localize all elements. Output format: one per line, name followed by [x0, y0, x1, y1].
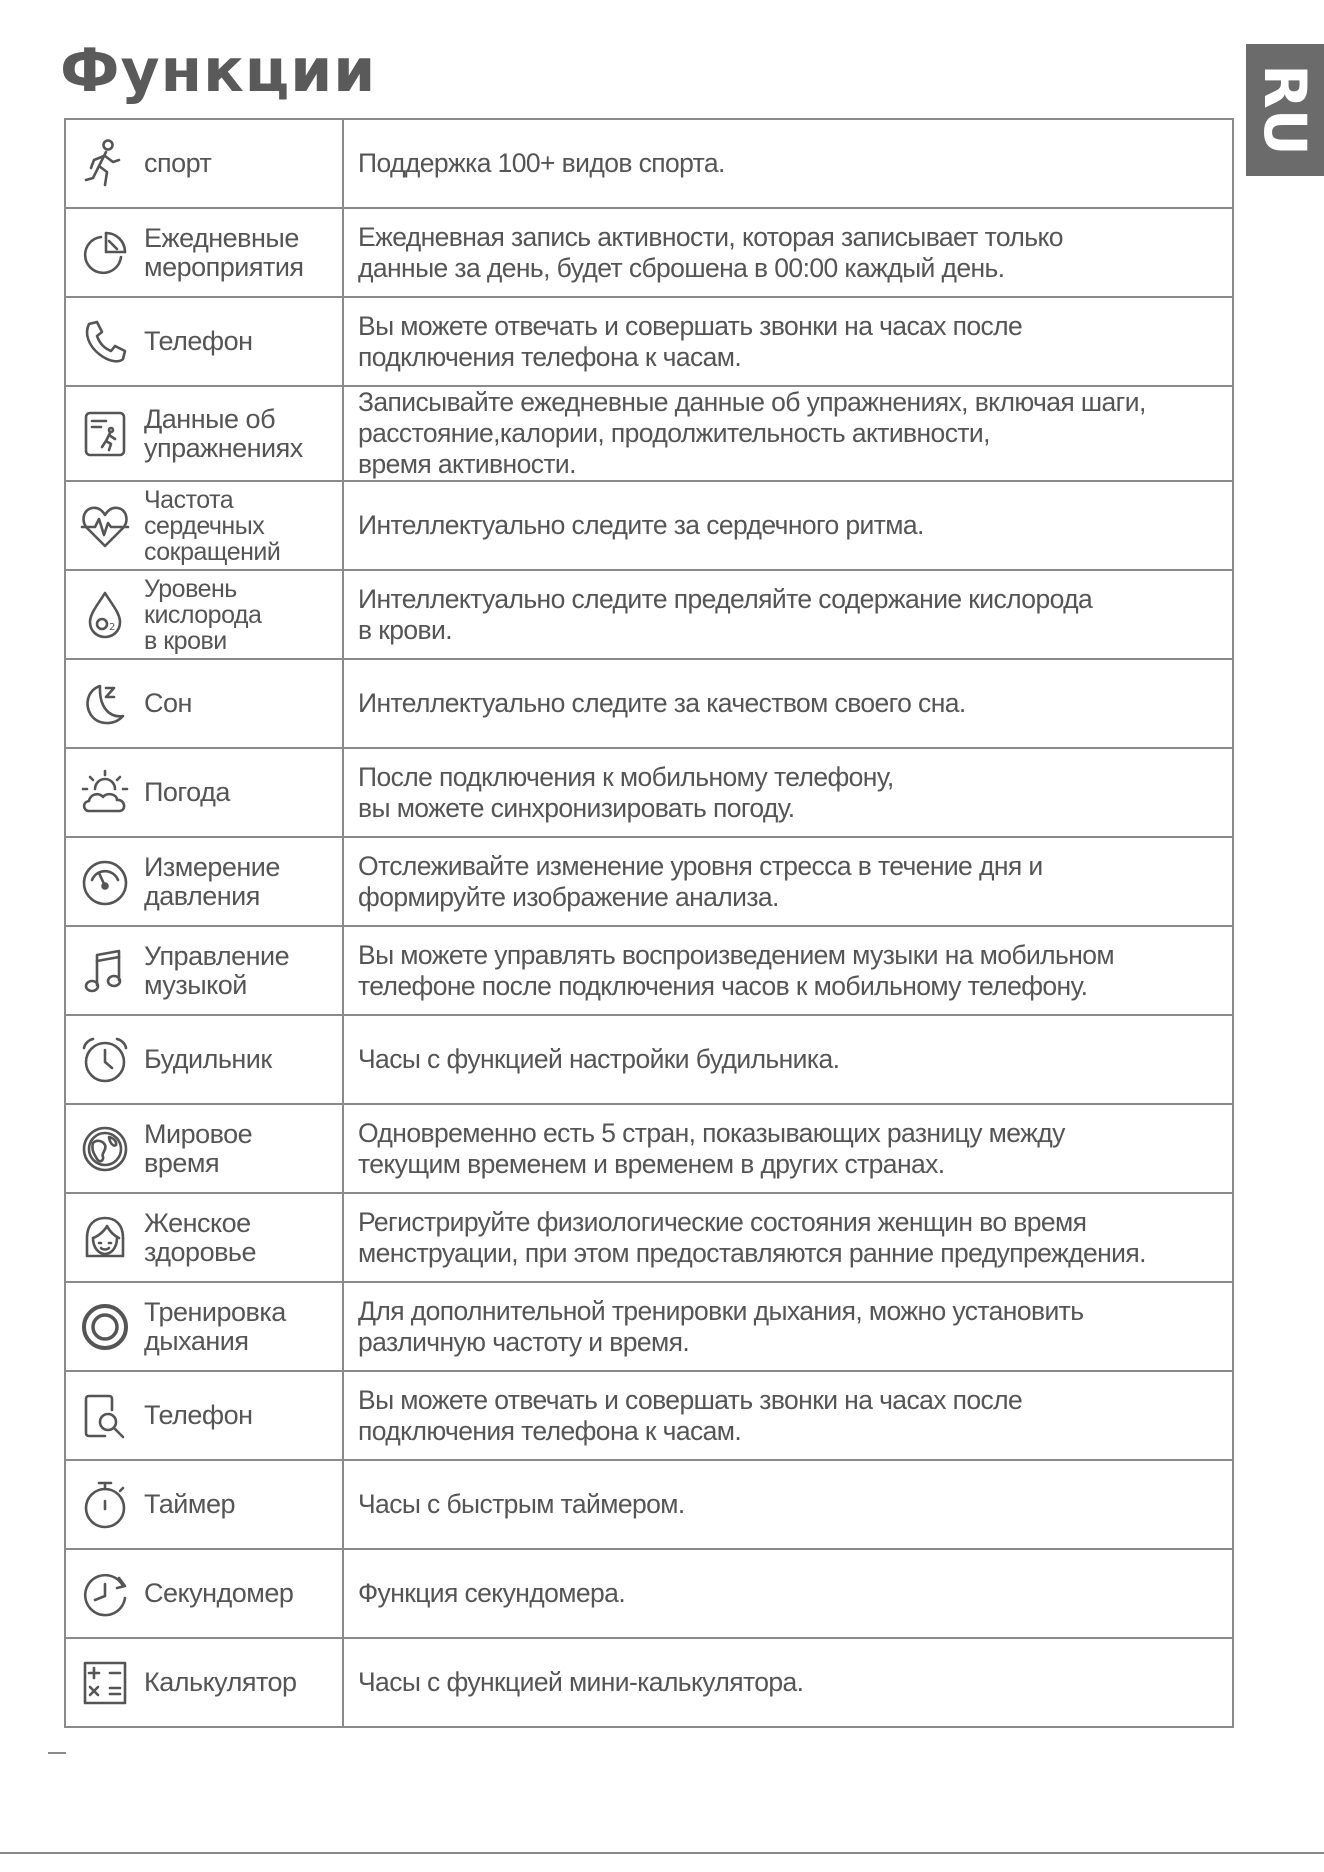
feature-description: Записывайте ежедневные данные об упражнениях, включая шаги, расстояние,калории, продолжительность активности, время активности. [343, 386, 1233, 481]
feature-row [65, 837, 1233, 926]
stopwatch-icon [74, 1563, 136, 1625]
feature-row [65, 297, 1233, 386]
feature-name: Секундомер [144, 1578, 294, 1608]
sleep-moon-icon [74, 673, 136, 735]
running-person-icon [74, 133, 136, 195]
feature-name-cell [65, 570, 343, 659]
feature-description: Вы можете управлять воспроизведением музыки на мобильном телефоне после подключения часов к мобильному телефону. [343, 926, 1233, 1015]
feature-description: Вы можете отвечать и совершать звонки на часах после подключения телефона к часам. [343, 1371, 1233, 1460]
feature-description: Часы с быстрым таймером. [343, 1460, 1233, 1549]
feature-description: Интеллектуально следите за качеством своего сна. [343, 659, 1233, 748]
phone-handset-icon [74, 311, 136, 373]
timer-icon [74, 1474, 136, 1536]
breathing-circle-icon [74, 1296, 136, 1358]
feature-name-cell [65, 1015, 343, 1104]
feature-row [65, 1193, 1233, 1282]
feature-row [65, 1460, 1233, 1549]
feature-row [65, 1282, 1233, 1371]
feature-description: Ежедневная запись активности, которая записывает только данные за день, будет сброшена в 00:00 каждый день. [343, 208, 1233, 297]
feature-name-cell [65, 481, 343, 570]
feature-row [65, 208, 1233, 297]
feature-name-cell [65, 119, 343, 208]
language-tab [1246, 44, 1324, 176]
feature-description: Вы можете отвечать и совершать звонки на часах после подключения телефона к часам. [343, 297, 1233, 386]
feature-row [65, 119, 1233, 208]
feature-description: Часы с функцией мини-калькулятора. [343, 1638, 1233, 1727]
female-face-icon [74, 1207, 136, 1269]
table-bottom-tick [48, 1752, 66, 1754]
feature-name-cell [65, 748, 343, 837]
feature-name: Телефон [144, 1400, 253, 1430]
feature-row [65, 1015, 1233, 1104]
feature-name: Измерение давления [144, 851, 280, 911]
heart-rate-icon [74, 495, 136, 557]
calculator-icon [74, 1652, 136, 1714]
feature-name: спорт [144, 148, 212, 178]
feature-row [65, 570, 1233, 659]
feature-description: Часы с функцией настройки будильника. [343, 1015, 1233, 1104]
feature-name: Тренировка дыхания [144, 1296, 286, 1356]
feature-name-cell [65, 1282, 343, 1371]
alarm-clock-icon [74, 1029, 136, 1091]
feature-description: Поддержка 100+ видов спорта. [343, 119, 1233, 208]
feature-description: Для дополнительной тренировки дыхания, можно установить различную частоту и время. [343, 1282, 1233, 1371]
feature-name: Сон [144, 688, 192, 718]
feature-row [65, 1104, 1233, 1193]
features-table [64, 118, 1234, 1728]
pressure-gauge-icon [74, 851, 136, 913]
page-title: Функции [60, 36, 377, 106]
feature-description: Интеллектуально следите за сердечного ритма. [343, 481, 1233, 570]
feature-row [65, 659, 1233, 748]
music-note-icon [74, 940, 136, 1002]
feature-name: Данные об упражнениях [144, 403, 303, 463]
feature-name: Управление музыкой [144, 940, 290, 1000]
svg-text:2: 2 [109, 621, 116, 633]
feature-name: Ежедневные мероприятия [144, 222, 304, 282]
feature-row [65, 1638, 1233, 1727]
feature-name-cell [65, 1460, 343, 1549]
feature-name: Уровень кислорода в крови [144, 574, 262, 655]
oxygen-drop-icon [74, 584, 136, 646]
feature-name-cell [65, 1371, 343, 1460]
feature-name: Калькулятор [144, 1667, 297, 1697]
feature-description: Одновременно есть 5 стран, показывающих разницу между текущим временем и временем в других странах. [343, 1104, 1233, 1193]
exercise-record-icon [74, 403, 136, 465]
feature-name-cell [65, 1193, 343, 1282]
feature-row [65, 1371, 1233, 1460]
find-phone-icon [74, 1385, 136, 1447]
feature-name: Погода [144, 777, 230, 807]
feature-name-cell [65, 1104, 343, 1193]
feature-name: Частота сердечных сокращений [144, 485, 281, 566]
feature-description: Интеллектуально следите пределяйте содержание кислорода в крови. [343, 570, 1233, 659]
feature-name: Будильник [144, 1044, 272, 1074]
feature-name-cell [65, 926, 343, 1015]
feature-name-cell [65, 1549, 343, 1638]
feature-description: Отслеживайте изменение уровня стресса в течение дня и формируйте изображение анализа. [343, 837, 1233, 926]
feature-name-cell [65, 1638, 343, 1727]
world-globe-icon [74, 1118, 136, 1180]
page-footer-rule [0, 1852, 1324, 1854]
language-tab-label: RU [1251, 64, 1319, 156]
feature-row [65, 386, 1233, 481]
feature-name-cell [65, 208, 343, 297]
feature-description: После подключения к мобильному телефону, вы можете синхронизировать погоду. [343, 748, 1233, 837]
feature-description: Регистрируйте физиологические состояния женщин во время менструации, при этом предоставляются ранние предупреждения. [343, 1193, 1233, 1282]
feature-name-cell [65, 386, 343, 481]
feature-name: Женское здоровье [144, 1207, 257, 1267]
feature-name-cell [65, 659, 343, 748]
feature-name-cell [65, 837, 343, 926]
feature-row [65, 748, 1233, 837]
weather-sun-cloud-icon [74, 762, 136, 824]
feature-name: Таймер [144, 1489, 235, 1519]
pie-chart-icon [74, 222, 136, 284]
feature-description: Функция секундомера. [343, 1549, 1233, 1638]
feature-name: Телефон [144, 326, 253, 356]
feature-row [65, 1549, 1233, 1638]
feature-row [65, 481, 1233, 570]
feature-name-cell [65, 297, 343, 386]
feature-row [65, 926, 1233, 1015]
feature-name: Мировое время [144, 1118, 253, 1178]
